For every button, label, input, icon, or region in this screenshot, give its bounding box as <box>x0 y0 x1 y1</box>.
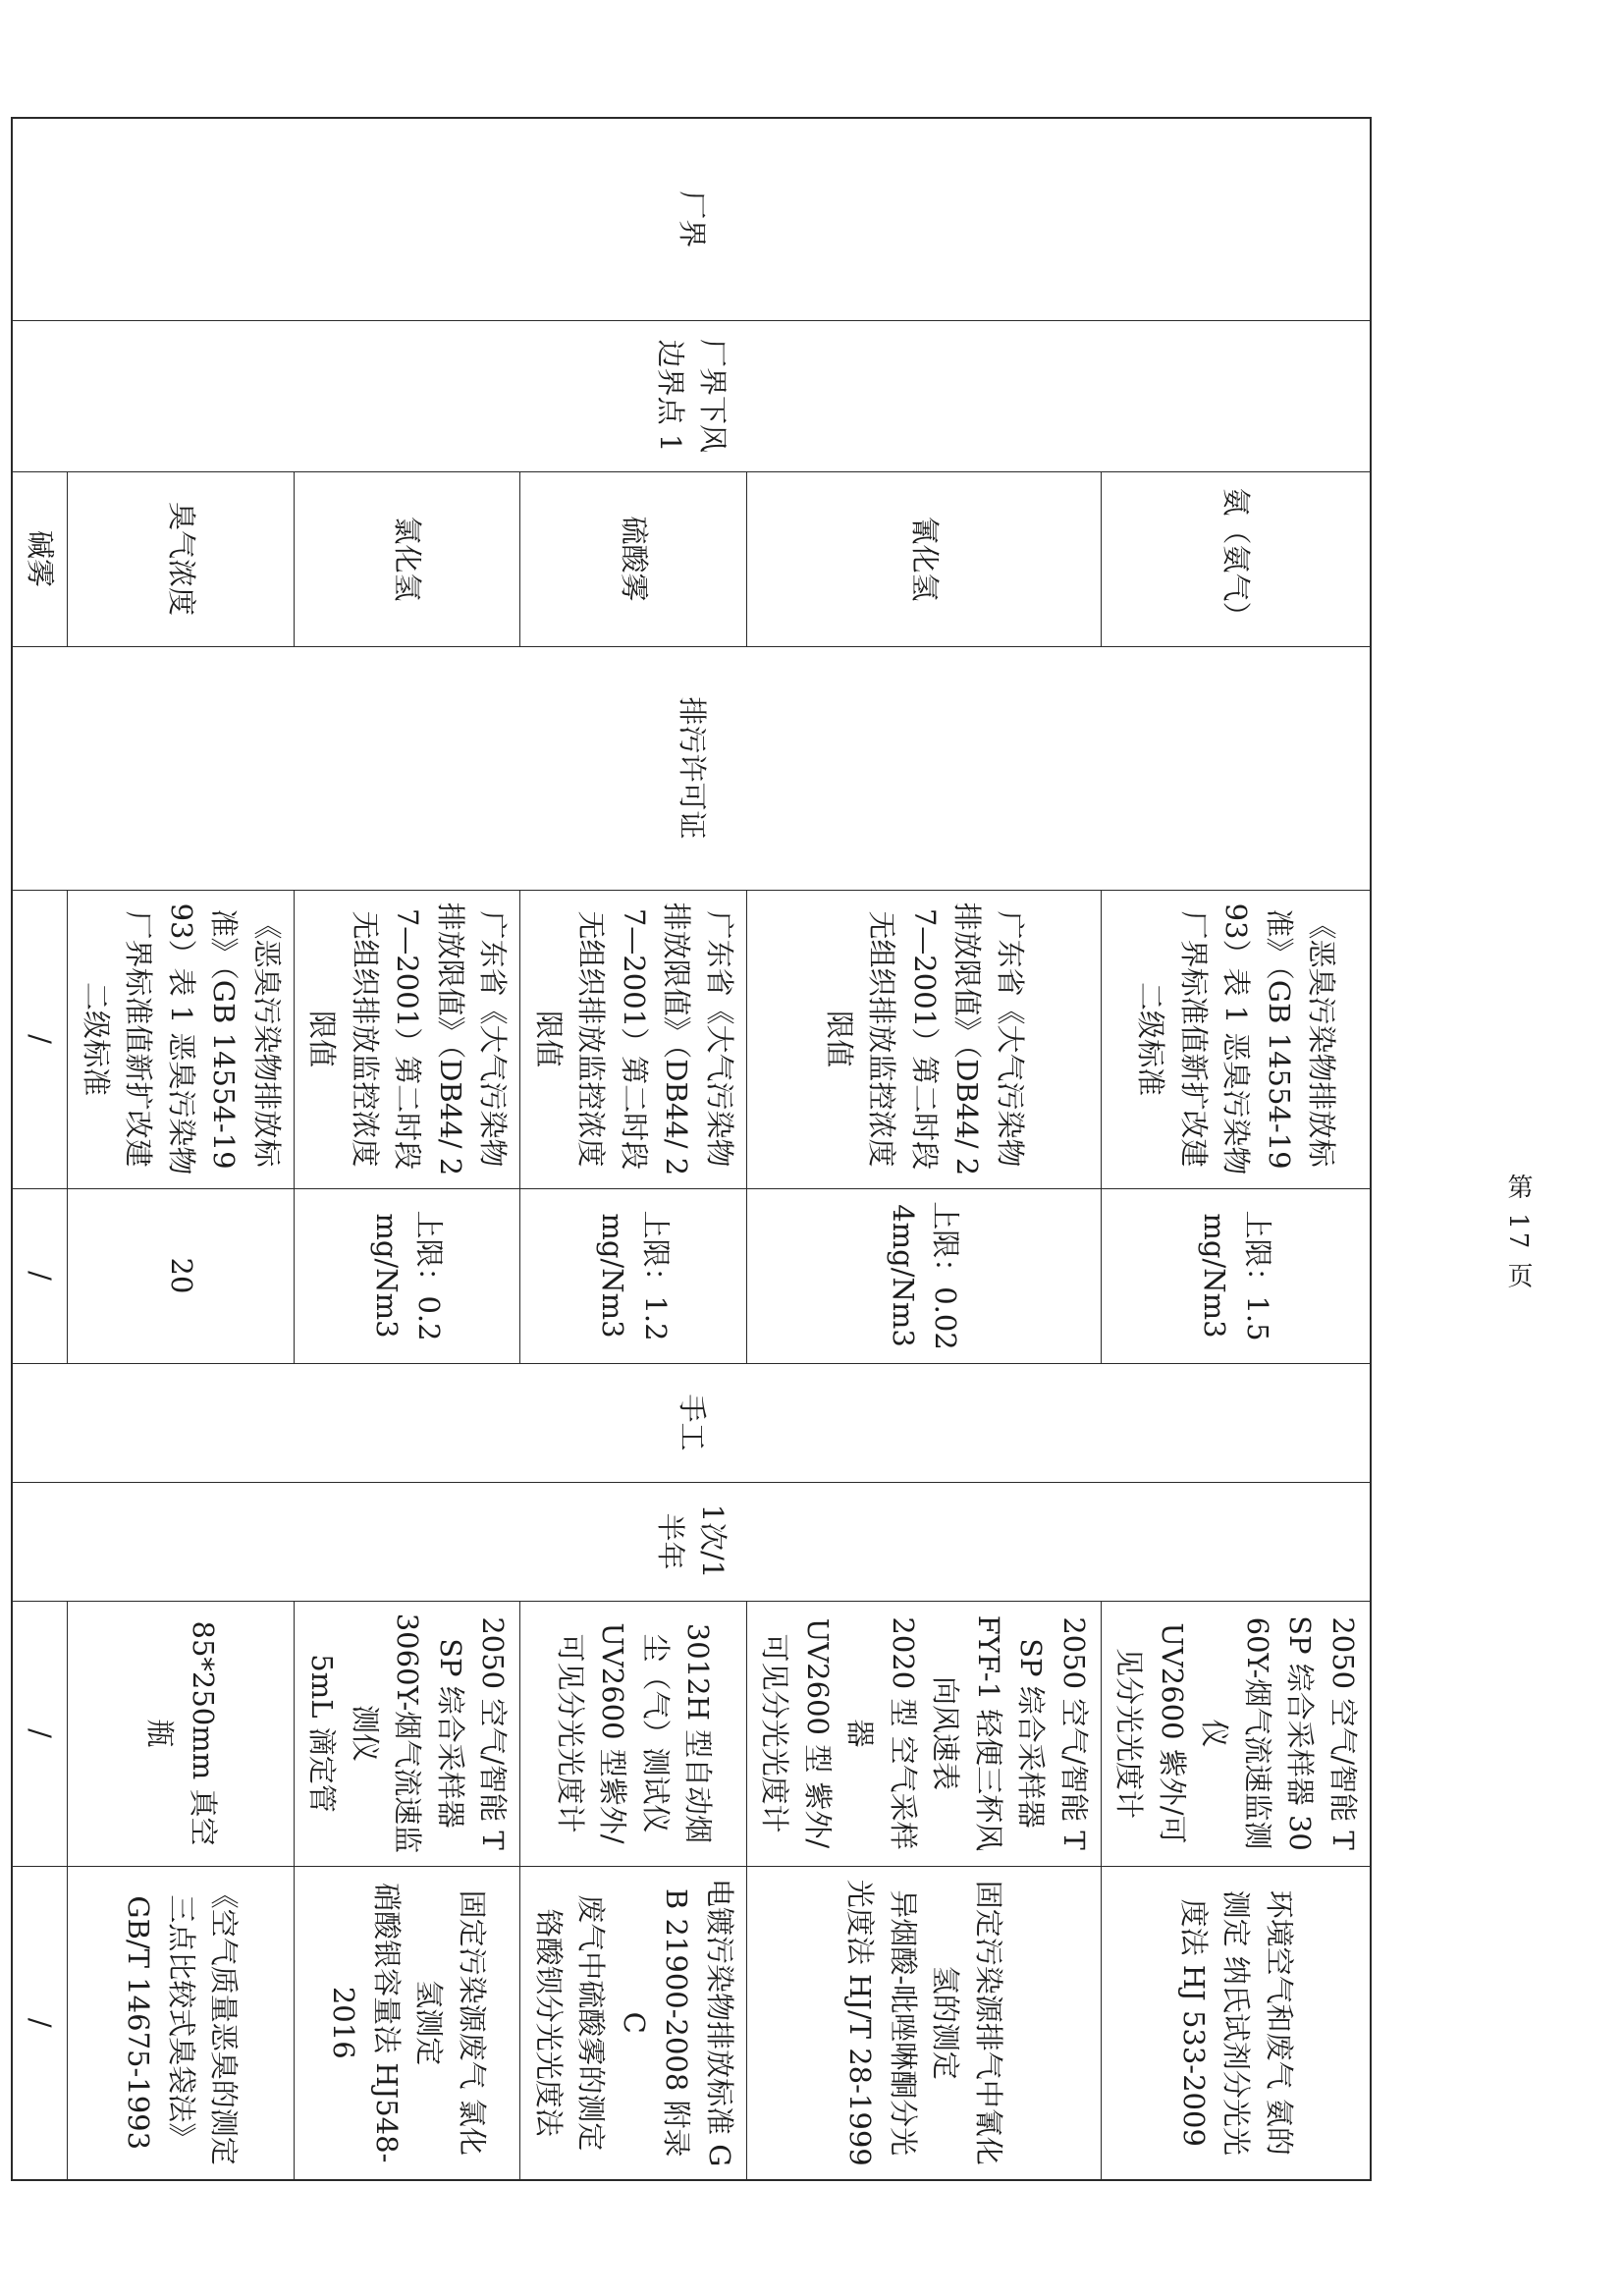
frequency-cell: 1次/1半年 <box>12 1482 1371 1601</box>
instrument-line: 2020 型 空气采样器 <box>843 1616 920 1850</box>
limit-cell: 20 <box>68 1188 295 1363</box>
method-line: 异烟酸-吡唑啉酮分光光度法 HJ/T 28-1999 <box>843 1879 920 2166</box>
instrument-line: UV2600 型 紫外/可见分光光度计 <box>758 1617 835 1849</box>
limit-cell: 上限：1.2mg/Nm3 <box>520 1188 747 1363</box>
method-line: 固定污染源排气中氰化氢的测定 <box>929 1880 1005 2165</box>
method-cell <box>520 1866 747 2180</box>
instrument-line: UV2600 紫外/可见分光光度计 <box>1112 1622 1189 1844</box>
standard-cell: 广东省《大气污染物排放限值》（DB44/ 27—2001）第二时段无组织排放监控浓度限值 <box>520 890 747 1188</box>
method-line: GB/T 14675-1993 <box>122 1895 156 2151</box>
instrument-line: 85*250mm 真空瓶 <box>143 1620 220 1846</box>
instrument-cell <box>1102 1601 1372 1866</box>
method-cell <box>747 1866 1102 2180</box>
standard-cell: 广东省《大气污染物排放限值》（DB44/ 27—2001）第二时段无组织排放监控浓度限值 <box>295 890 521 1188</box>
pollutant-cell: 硫酸雾 <box>520 471 747 646</box>
standard-cell: 《恶臭污染物排放标准》（GB 14554-1993）表 1 恶臭污染物厂界标准值新扩改建二级标准 <box>68 890 295 1188</box>
pollutant-cell: 氨（氨气） <box>1102 471 1372 646</box>
category-cell: 厂界 <box>12 118 1371 320</box>
instrument-line: 3012H 型自动烟尘（气）测试仪 <box>638 1622 716 1844</box>
instrument-cell <box>295 1601 521 1866</box>
method-cell <box>12 1866 68 2180</box>
limit-cell: / <box>12 1188 68 1363</box>
instrument-line: 2050 空气/智能 TSP 综合采样器 3060Y-烟气流速监测仪 <box>1198 1615 1360 1851</box>
instrument-line: 5mL 滴定管 <box>305 1654 340 1813</box>
method-cell <box>68 1866 295 2180</box>
standard-cell: 《恶臭污染物排放标准》（GB 14554-1993）表 1 恶臭污染物厂界标准值新扩改建二级标准 <box>1102 890 1372 1188</box>
point-cell: 厂界下风边界点 1 <box>12 320 1371 471</box>
method-line: 环境空气和废气 氨的测定 纳氏试剂分光光度法 HJ 533-2009 <box>1176 1889 1296 2156</box>
monitoring-table <box>11 117 1372 2181</box>
limit-cell: 上限：0.024mg/Nm3 <box>747 1188 1102 1363</box>
method-cell <box>295 1866 521 2180</box>
permit-cell: 排污许可证 <box>12 646 1371 890</box>
instrument-line: UV2600 型紫外/可见分光光度计 <box>553 1622 630 1844</box>
method-line: / <box>24 2017 58 2028</box>
method-line: 硝酸银容量法 HJ548-2016 <box>327 1883 404 2163</box>
instrument-cell <box>12 1601 68 1866</box>
rotated-table-wrapper <box>24 117 1372 2179</box>
method-line: 电镀污染物排放标准 GB 21900-2008 附录 C <box>618 1879 736 2167</box>
instrument-line: 2050 空气/智能 TSP 综合采样器 <box>434 1616 511 1850</box>
limit-cell: 上限：0.2mg/Nm3 <box>295 1188 521 1363</box>
instrument-cell <box>747 1601 1102 1866</box>
instrument-line: / <box>24 1728 58 1738</box>
instrument-line: 3060Y-烟气流速监测仪 <box>349 1613 425 1854</box>
method-line: 废气中硫酸雾的测定 铬酸钡分光光度法 <box>532 1894 609 2152</box>
method-line: 《空气质量恶臭的测定三点比较式臭袋法》 <box>165 1880 242 2165</box>
instrument-line: FYF-1 轻便三杯风向风速表 <box>929 1614 1005 1852</box>
pollutant-cell: 碱雾 <box>12 471 68 646</box>
table-row <box>1102 118 1372 2180</box>
pollutant-cell: 臭气浓度 <box>68 471 295 646</box>
standard-cell: / <box>12 890 68 1188</box>
instrument-line: 2050 空气/智能 TSP 综合采样器 <box>1014 1616 1091 1850</box>
page-number: 第 17 页 <box>1503 1174 1533 1291</box>
method-cell <box>1102 1866 1372 2180</box>
pollutant-cell: 氰化氢 <box>747 471 1102 646</box>
instrument-cell <box>520 1601 747 1866</box>
limit-cell: 上限：1.5mg/Nm3 <box>1102 1188 1372 1363</box>
instrument-cell <box>68 1601 295 1866</box>
method-line: 固定污染源废气 氯化氢测定 <box>412 1889 489 2156</box>
standard-cell: 广东省《大气污染物排放限值》（DB44/ 27—2001）第二时段无组织排放监控浓度限值 <box>747 890 1102 1188</box>
pollutant-cell: 氯化氢 <box>295 471 521 646</box>
mode-cell: 手工 <box>12 1363 1371 1482</box>
